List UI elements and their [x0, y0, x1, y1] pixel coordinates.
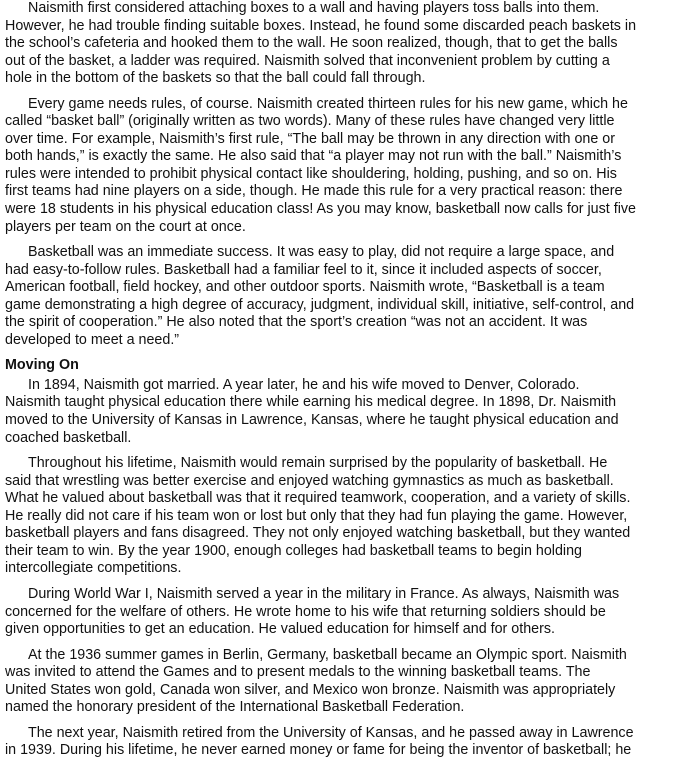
paragraph-line: What he valued about basketball was that it required teamwork, cooperation, and a variety of skills.: [5, 490, 631, 507]
section-after-heading: [5, 377, 655, 760]
paragraph-line: However, he had trouble finding suitable boxes. Instead, he found some discarded peach baskets in: [5, 17, 637, 34]
paragraph-line: basketball players and fans disagreed. They not only enjoyed watching basketball, but they wanted: [5, 525, 631, 542]
paragraph-line: had easy-to-follow rules. Basketball had a familiar feel to it, since it included aspects of soccer,: [5, 261, 602, 278]
paragraph: [5, 377, 655, 447]
paragraph-line: At the 1936 summer games in Berlin, Germany, basketball became an Olympic sport. Naismith: [28, 646, 627, 663]
paragraph: [5, 0, 655, 88]
paragraph-line: moved to the University of Kansas in Lawrence, Kansas, where he taught physical education and: [5, 412, 619, 429]
paragraph-line: He really did not care if his team won or lost but only that they had fun playing the game. However,: [5, 507, 628, 524]
paragraph-line: American football, field hockey, and other outdoor sports. Naismith wrote, “Basketball is a team: [5, 279, 605, 296]
paragraph-line: concerned for the welfare of others. He wrote home to his wife that returning soldiers should be: [5, 603, 606, 620]
paragraph: [5, 96, 655, 236]
paragraph-line: given opportunities to get an education. He valued education for himself and for others.: [5, 621, 555, 638]
paragraph-line: developed to meet a need.”: [5, 331, 180, 348]
paragraph-line: Naismith first considered attaching boxes to a wall and having players toss balls into them.: [28, 0, 600, 16]
paragraph-line: out of the basket, a ladder was required. Naismith solved that inconvenient problem by cutting a: [5, 52, 610, 69]
paragraph-line: their team to win. By the year 1900, enough colleges had basketball teams to begin holding: [5, 542, 583, 559]
paragraph-line: United States won gold, Canada won silver, and Mexico won bronze. Naismith was appropriately: [5, 681, 616, 698]
paragraph-line: were 18 students in his physical education class! As you may know, basketball now calls for just five: [5, 201, 636, 218]
paragraph-line: Naismith taught physical education there while earning his medical degree. In 1898, Dr. Naismith: [5, 394, 617, 411]
paragraph: [5, 244, 655, 349]
paragraph-line: Throughout his lifetime, Naismith would remain surprised by the popularity of basketball. He: [28, 455, 608, 472]
paragraph-line: named the honorary president of the International Basketball Federation.: [5, 699, 465, 716]
paragraph: [5, 725, 655, 760]
section-before-heading: [5, 0, 655, 349]
paragraph-line: Basketball was an immediate success. It was easy to play, did not require a large space, and: [28, 244, 615, 261]
paragraph: [5, 455, 655, 578]
paragraph-line: was invited to attend the Games and to present medals to the winning basketball teams. The: [5, 664, 591, 681]
paragraph-line: Every game needs rules, of course. Naismith created thirteen rules for his new game, which he: [28, 95, 628, 112]
paragraph-line: The next year, Naismith retired from the University of Kansas, and he passed away in Lawrence: [28, 724, 634, 741]
paragraph-line: In 1894, Naismith got married. A year later, he and his wife moved to Denver, Colorado.: [28, 376, 580, 393]
section-heading: Moving On: [5, 357, 79, 374]
paragraph-line: coached basketball.: [5, 429, 132, 446]
document-page: [5, 0, 655, 768]
paragraph-line: first teams had nine players on a side, though. He made this rule for a very practical reason: there: [5, 183, 623, 200]
paragraph-line: called “basket ball” (originally written as two words). Many of these rules have changed very little: [5, 113, 615, 130]
paragraph-line: both hands,” is exactly the same. He also said that “a player may not run with the ball.” Naismith’s: [5, 148, 622, 165]
paragraph-line: over time. For example, Naismith’s first rule, “The ball may be thrown in any direction with one or: [5, 130, 615, 147]
paragraph-line: intercollegiate competitions.: [5, 560, 182, 577]
paragraph-line: the school’s cafeteria and hooked them to the wall. He soon realized, though, that to get the balls: [5, 35, 618, 52]
paragraph: [5, 586, 655, 639]
paragraph-line: in 1939. During his lifetime, he never earned money or fame for being the inventor of basketball; he: [5, 742, 632, 759]
paragraph-line: said that wrestling was better exercise and enjoyed watching gymnastics as much as basketball.: [5, 472, 614, 489]
paragraph-line: the spirit of cooperation.” He also noted that the sport’s creation “was not an accident. It was: [5, 314, 588, 331]
paragraph-line: players per team on the court at once.: [5, 218, 246, 235]
paragraph-line: hole in the bottom of the baskets so that the ball could fall through.: [5, 70, 426, 87]
paragraph-line: game demonstrating a high degree of accuracy, judgment, individual skill, initiative, self-control, and: [5, 296, 635, 313]
paragraph-line: rules were intended to prohibit physical contact like shouldering, holding, pushing, and so on. His: [5, 165, 617, 182]
paragraph-line: During World War I, Naismith served a year in the military in France. As always, Naismith was: [28, 585, 620, 602]
paragraph: [5, 647, 655, 717]
